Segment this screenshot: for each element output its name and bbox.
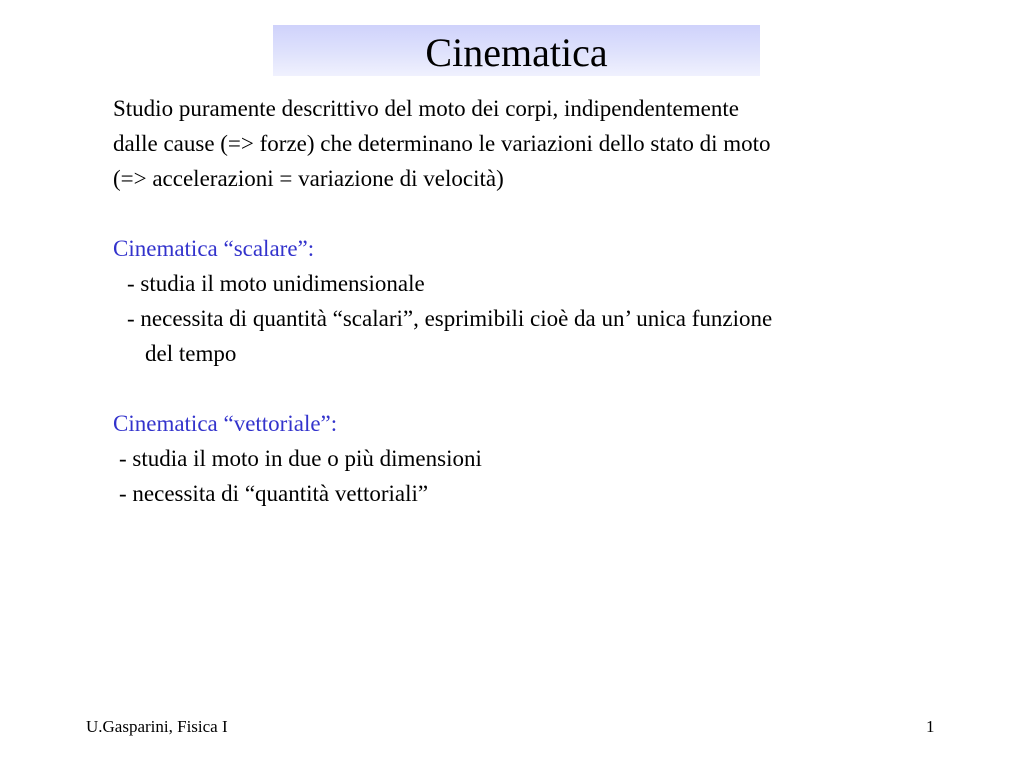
page-number: 1 bbox=[926, 717, 935, 736]
spacer bbox=[113, 196, 943, 231]
scalar-kinematics-heading: Cinematica “scalare”: bbox=[113, 236, 315, 261]
intro-line-3: (=> accelerazioni = variazione di velocità) bbox=[113, 166, 504, 191]
scalar-item-1: - studia il moto unidimensionale bbox=[127, 271, 425, 296]
slide-title: Cinematica bbox=[425, 29, 608, 75]
footer-author: U.Gasparini, Fisica I bbox=[86, 717, 228, 736]
title-box bbox=[273, 25, 760, 76]
slide-content bbox=[113, 91, 943, 511]
vector-kinematics-heading: Cinematica “vettoriale”: bbox=[113, 411, 338, 436]
scalar-item-2: - necessita di quantità “scalari”, esprimibili cioè da un’ unica funzione bbox=[127, 306, 773, 331]
intro-line-2: dalle cause (=> forze) che determinano le variazioni dello stato di moto bbox=[113, 131, 771, 156]
scalar-item-2-continuation: del tempo bbox=[145, 341, 237, 366]
vector-item-1: - studia il moto in due o più dimensioni bbox=[119, 446, 482, 471]
intro-line-1: Studio puramente descrittivo del moto dei corpi, indipendentemente bbox=[113, 96, 739, 121]
spacer bbox=[113, 371, 943, 406]
vector-item-2: - necessita di “quantità vettoriali” bbox=[119, 481, 429, 506]
